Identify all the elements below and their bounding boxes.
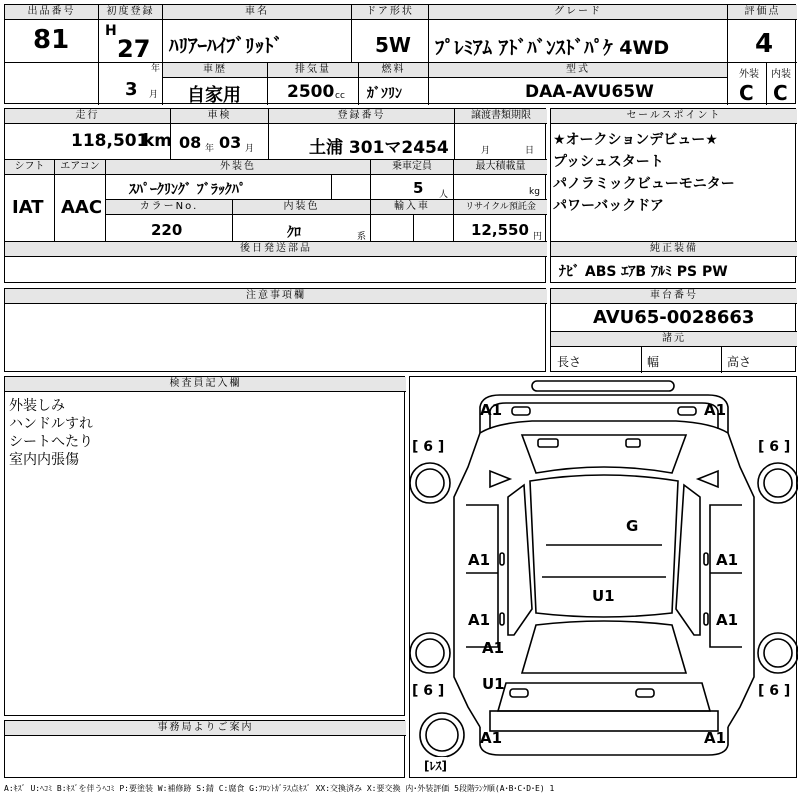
chassis-label: 車台番号	[551, 289, 797, 304]
damage-mark: G	[626, 517, 639, 535]
reg-month-unit: 月	[149, 90, 159, 100]
vehicle-details	[4, 108, 546, 283]
grade-label: グレード	[429, 5, 727, 20]
door-value: 5W	[375, 33, 411, 57]
name-label: 車名	[163, 5, 351, 20]
color-value: ｽﾊﾟｰｸﾘﾝｸﾞ ﾌﾞﾗｯｸﾊﾟ	[129, 182, 246, 198]
colorno-label: カラーNo.	[106, 200, 232, 215]
shift-label: シフト	[5, 160, 54, 175]
car-outline	[410, 377, 798, 779]
damage-mark: A1	[480, 401, 503, 419]
lot-label: 出品番号	[5, 5, 98, 20]
length-label: 長さ	[557, 355, 582, 369]
score-value: 4	[755, 29, 774, 59]
notes-label: 注意事項欄	[5, 289, 547, 304]
header-section	[4, 4, 796, 104]
interior-value: ｸﾛ	[287, 225, 301, 241]
transfer-day: 日	[525, 146, 535, 156]
ac-label: エアコン	[55, 160, 105, 175]
damage-mark: A1	[468, 551, 491, 569]
shift-value: IAT	[12, 197, 44, 218]
tire-mark: [ 6 ]	[412, 439, 445, 455]
grade-value: ﾌﾟﾚﾐｱﾑ ｱﾄﾞﾊﾞﾝｽﾄﾞﾊﾟｹ 4WD	[435, 37, 670, 59]
capacity-unit: 人	[439, 190, 449, 200]
sales-point: ★オークションデビュー★	[553, 132, 718, 148]
ac-value: AAC	[61, 197, 103, 218]
damage-mark: A1	[704, 729, 727, 747]
history-value: 自家用	[187, 85, 241, 106]
damage-mark: A1	[704, 401, 727, 419]
import-label: 輸入車	[371, 200, 453, 215]
later-parts-label: 後日発送部品	[5, 242, 547, 257]
era-value: H	[105, 23, 117, 39]
tire-mark: [ 6 ]	[758, 683, 791, 699]
transfer-month: 月	[481, 146, 491, 156]
spare-label: [ﾚｽ]	[424, 759, 447, 773]
legend-text: A:ｷｽﾞ U:ﾍｺﾐ B:ｷｽﾞを伴うﾍｺﾐ P:要塗装 W:補修跡 S:錆 C:腐食 G:ﾌﾛﾝﾄｶﾞﾗｽ点ｷｽﾞ XX:交換済み X:要交換 内･外装評価 5段階ﾗﾝｸ順(A･B･C･D･E) 1	[4, 784, 555, 793]
int-label: 内装	[771, 69, 791, 80]
recycle-label: リサイクル預託金	[454, 200, 547, 215]
colorno-value: 220	[151, 221, 183, 239]
insp-year: 08	[179, 133, 202, 152]
score-label: 評価点	[728, 5, 797, 20]
model-value: DAA-AVU65W	[525, 82, 654, 102]
transfer-label: 譲渡書類期限	[455, 109, 547, 124]
tire-mark: [ 6 ]	[758, 439, 791, 455]
sales-point: プッシュスタート	[553, 154, 664, 170]
inspector-line: ハンドルすれ	[9, 416, 93, 432]
chassis-section	[550, 288, 796, 372]
damage-mark: U1	[592, 587, 615, 605]
equipment-label: 純正装備	[551, 242, 797, 257]
recycle-value: 12,550	[471, 221, 529, 239]
mileage-value: 118,501	[71, 131, 149, 151]
spec-label: 諸元	[551, 332, 797, 347]
sales-label: セールスポイント	[551, 109, 797, 124]
recycle-unit: 円	[533, 232, 543, 242]
tire-mark: [ 6 ]	[412, 683, 445, 699]
load-unit: kg	[529, 187, 540, 197]
history-label: 車歴	[163, 63, 267, 78]
damage-mark: U1	[482, 675, 505, 693]
plate-label: 登録番号	[269, 109, 454, 124]
capacity-label: 乗車定員	[371, 160, 453, 175]
notes-section	[4, 288, 546, 372]
reg-label: 初度登録	[99, 5, 162, 20]
inspector-line: 外装しみ	[9, 398, 65, 414]
lot-value: 81	[33, 25, 70, 55]
office-label: 事務局よりご案内	[5, 721, 406, 736]
office-section	[4, 720, 405, 778]
sales-point: パワーバックドア	[553, 198, 664, 214]
capacity-value: 5	[413, 179, 424, 197]
inspector-line: 室内内張傷	[9, 452, 79, 468]
ext-label: 外装	[739, 69, 759, 80]
insp-year-unit: 年	[205, 144, 215, 154]
inspection-label: 車検	[171, 109, 268, 124]
reg-year-value: 27	[117, 35, 151, 63]
displacement-value: 2500	[287, 82, 335, 102]
fuel-value: ｶﾞｿﾘﾝ	[367, 86, 402, 102]
reg-month-value: 3	[125, 79, 138, 100]
insp-month: 03	[219, 133, 242, 152]
fuel-label: 燃料	[359, 63, 428, 78]
name-value: ﾊﾘｱｰﾊｲﾌﾞﾘｯﾄﾞ	[169, 35, 284, 57]
sales-points	[550, 108, 796, 283]
damage-mark: A1	[480, 729, 503, 747]
displacement-unit: cc	[335, 91, 345, 101]
door-label: ドア形状	[352, 5, 428, 20]
damage-mark: A1	[468, 611, 491, 629]
damage-mark: A1	[716, 551, 739, 569]
inspector-label: 検査員記入欄	[5, 377, 406, 392]
reg-year-unit: 年	[151, 64, 161, 74]
damage-mark: A1	[716, 611, 739, 629]
insp-month-unit: 月	[245, 144, 255, 154]
damage-mark: A1	[482, 639, 505, 657]
interior-label: 内装色	[233, 200, 370, 215]
sales-point: パノラミックビューモニター	[553, 176, 735, 192]
chassis-value: AVU65-0028663	[593, 307, 755, 328]
width-label: 幅	[647, 355, 660, 369]
load-label: 最大積載量	[454, 160, 547, 175]
inspector-section	[4, 376, 405, 716]
equipment-value: ﾅﾋﾞ ABS ｴｱB ｱﾙﾐ PS PW	[559, 264, 728, 280]
inspector-line: シートへたり	[9, 434, 93, 450]
mileage-label: 走行	[5, 109, 170, 124]
int-value: C	[773, 81, 788, 105]
model-label: 型式	[429, 63, 727, 78]
plate-value: 土浦 301マ2454	[309, 138, 449, 158]
height-label: 高さ	[727, 355, 752, 369]
interior-unit: 系	[357, 232, 367, 242]
color-label: 外装色	[106, 160, 370, 175]
ext-value: C	[739, 81, 754, 105]
displacement-label: 排気量	[268, 63, 358, 78]
mileage-unit: km	[143, 131, 173, 151]
car-damage-diagram	[409, 376, 797, 778]
